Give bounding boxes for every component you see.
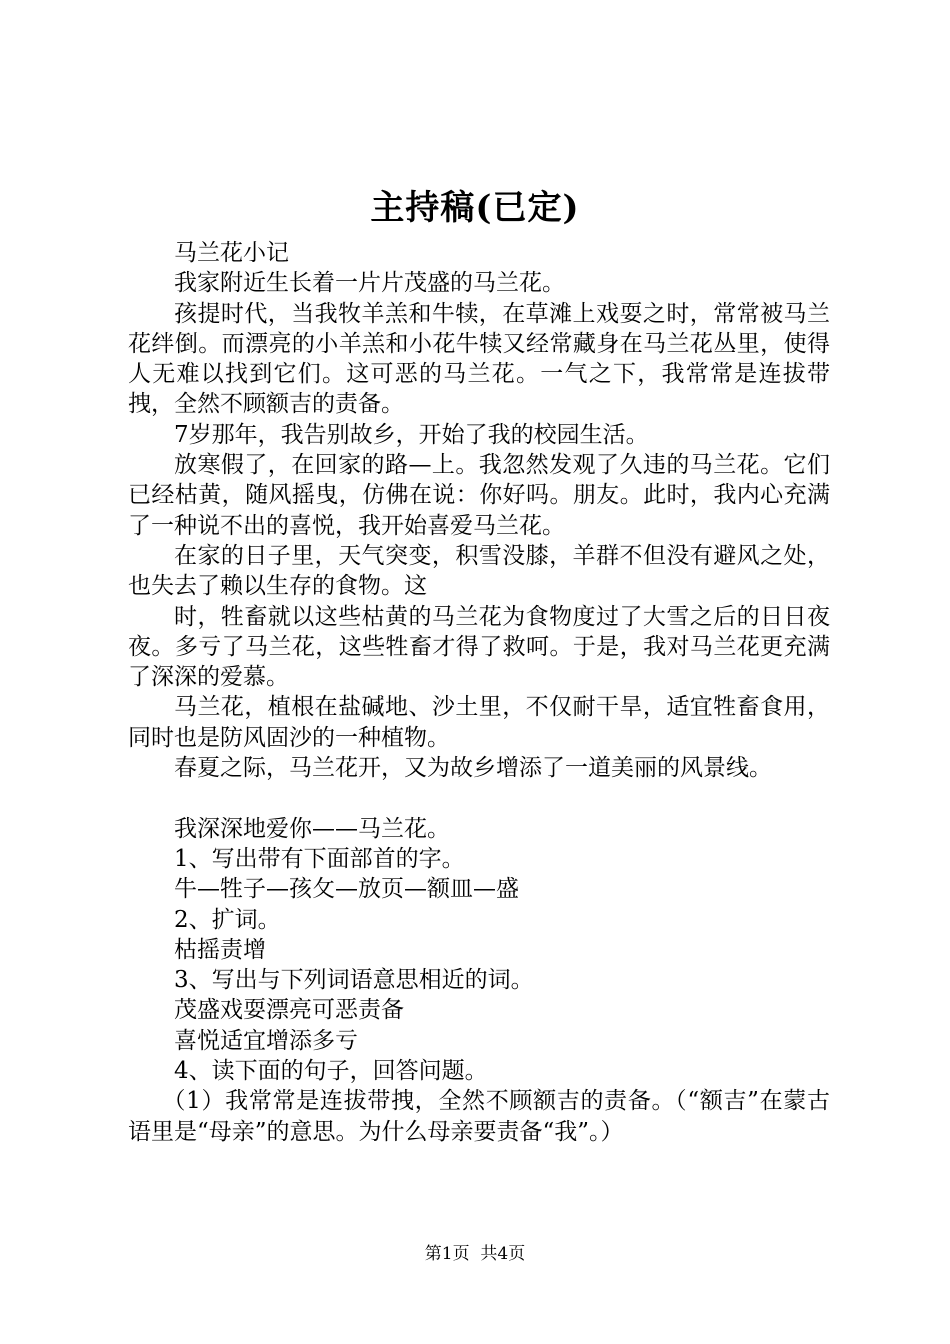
exercise-question: （1）我常常是连拔带拽，全然不顾额吉的责备。（“额吉”在蒙古语里是“母亲”的意思。为什么母亲要责备“我”。） [128,1088,830,1145]
page-total: 共4页 [480,1244,526,1264]
exercise-line: 茂盛戏耍漂亮可恶责备 [174,997,404,1024]
paragraph: 放寒假了，在回家的路—上。我忽然发观了久违的马兰花。它们已经枯黄，随风摇曳，仿佛在说：你好吗。朋友。此时，我内心充满了一种说不出的喜悦，我开始喜爱马兰花。 [128,452,830,539]
exercise-line: 牛—牲子—孩攵—放页—额皿—盛 [174,876,519,903]
exercise-heading: 1、写出带有下面部首的字。 [174,845,465,872]
paragraph: 马兰花，植根在盐碱地、沙土里，不仅耐干旱，适宜牲畜食用，同时也是防风固沙的一种植物。 [128,694,830,751]
exercise-line: 喜悦适宜增添多亏 [174,1027,358,1054]
exercise-heading: 3、写出与下列词语意思相近的词。 [174,967,534,994]
paragraph: 孩提时代，当我牧羊羔和牛犊，在草滩上戏耍之时，常常被马兰花绊倒。而漂亮的小羊羔和小花牛犊又经常藏身在马兰花丛里，使得人无难以找到它们。这可恶的马兰花。一气之下，我常常是连拔带拽，全然不顾额吉的责备。 [128,300,830,418]
subtitle: 马兰花小记 [174,240,289,266]
paragraph: 春夏之际，马兰花开，又为故乡增添了一道美丽的风景线。 [174,755,772,782]
document-body [128,238,830,1147]
paragraph: 我家附近生长着一片片茂盛的马兰花。 [174,270,565,297]
exercise-heading: 2、扩词。 [174,906,281,933]
exercise-heading: 4、读下面的句子，回答问题。 [174,1058,488,1085]
page-footer [0,1243,950,1265]
page-number: 第1页 [424,1244,470,1264]
exercise-line: 枯摇责增 [174,936,266,963]
paragraph: 我深深地爱你——马兰花。 [174,815,450,842]
blank-line [128,783,830,813]
page-title: 主持稿(已定) [370,188,580,228]
paragraph: 在家的日子里，天气突变，积雪没膝，羊群不但没有避风之处，也失去了赖以生存的食物。这 [128,542,830,600]
paragraph: 7岁那年，我告别故乡，开始了我的校园生活。 [174,421,649,448]
paragraph: 时，牲畜就以这些枯黄的马兰花为食物度过了大雪之后的日日夜夜。多亏了马兰花，这些牲畜才得了救呵。于是，我对马兰花更充满了深深的爱慕。 [128,603,830,691]
